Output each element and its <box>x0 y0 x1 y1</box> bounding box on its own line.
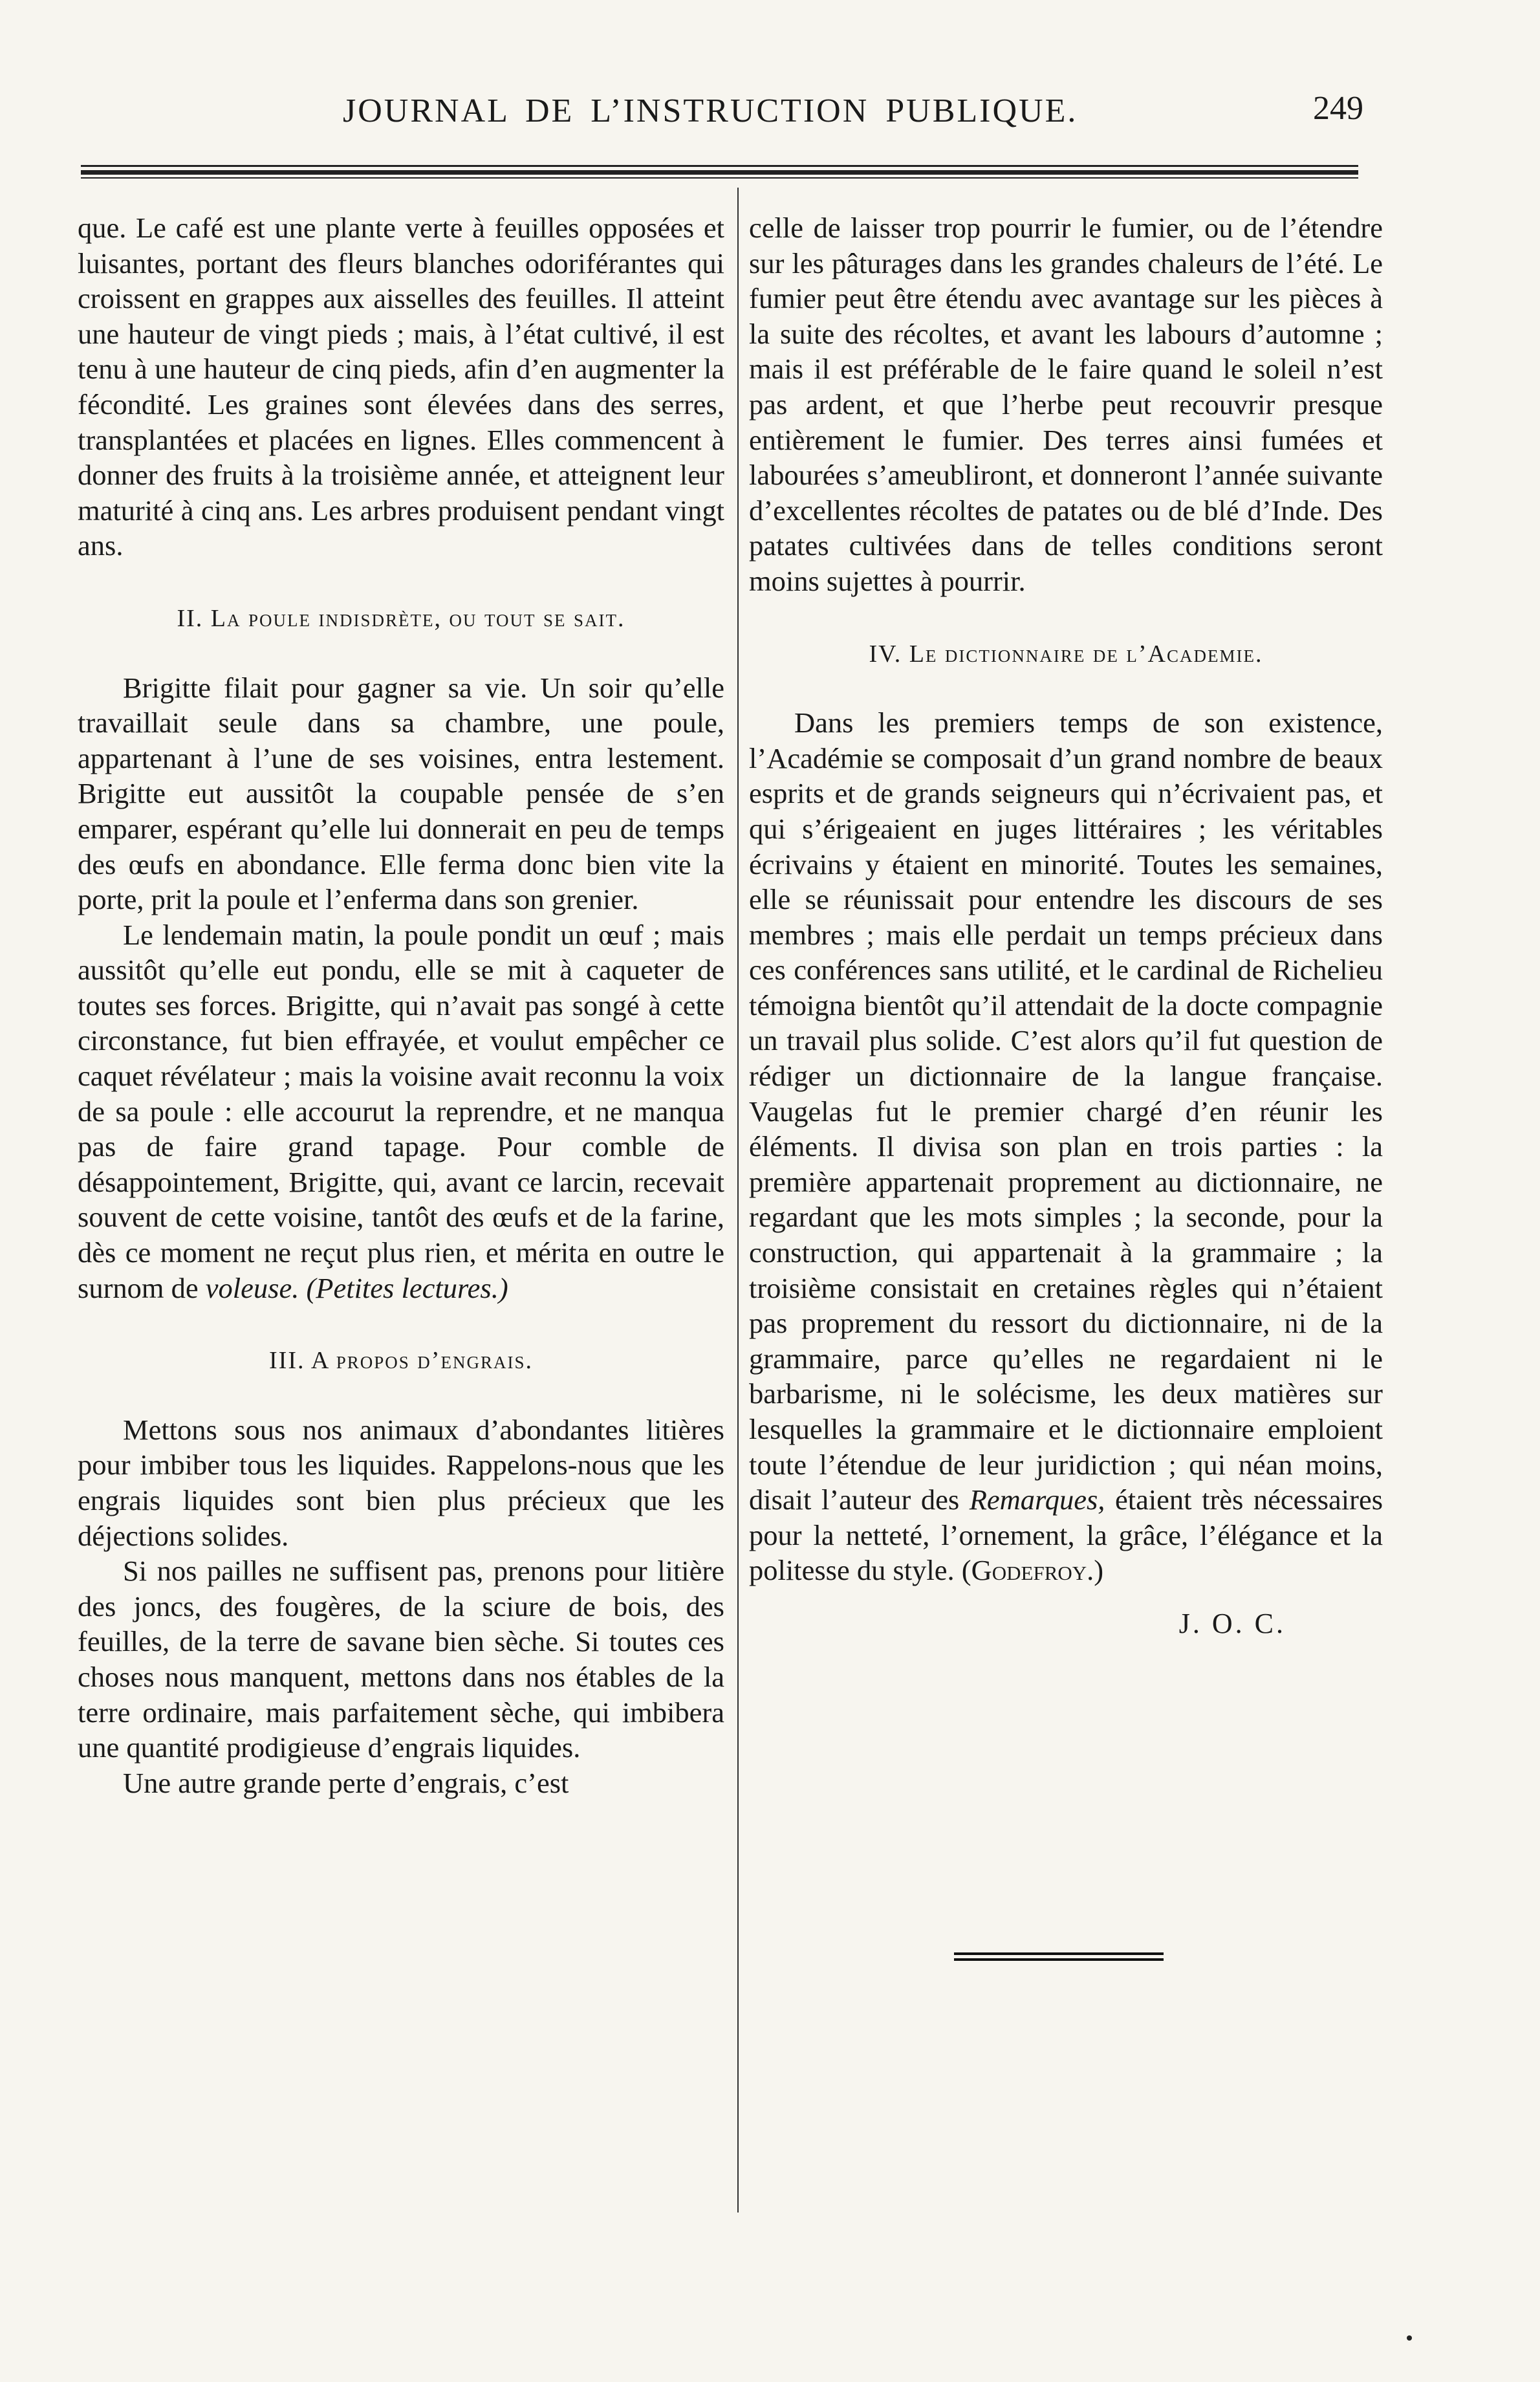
fumier-paragraph: celle de laisser trop pourrir le fumier, ou de l’étendre sur les pâturages dans les grandes chaleurs de l’été. Le fumier peut être étendu avec avantage sur les pièces à la suite des récoltes, et avant les labours d’automne ; mais il est préférable de le faire quand le soleil n’est pas ardent, et que l’herbe peut recouvrir presque entièrement le fumier. Des terres ainsi fumées et labourées s’ameubliront, et donneront l’année suivante d’excellentes récoltes de patates ou de blé d’Inde. Des patates cultivées dans de telles conditions seront moins sujettes à pourrir. <box>749 212 1383 597</box>
right-column <box>749 210 1383 1642</box>
signature: J. O. C. <box>1178 1607 1286 1639</box>
voleuse-word: voleuse. <box>205 1271 299 1304</box>
poule-paragraph-2-text: Le lendemain matin, la poule pondit un œuf ; mais aussitôt qu’elle eut pondu, elle se mit à caqueter de toutes ses forces. Brigitte, qui n’avait pas songé à cette circonstance, fut bien effrayée, et voulut empêcher ce caquet révélateur ; mais la voisine avait reconnu la voix de sa poule : elle accourut la reprendre, et ne manqua pas de faire grand tapage. Pour comble de désappointement, Brigitte, qui, avant ce larcin, recevait souvent de cette voisine, tantôt des œufs et de la farine, dès ce moment ne reçut plus rien, et mérita en outre le surnom de <box>78 918 724 1304</box>
stray-mark <box>1407 2335 1412 2341</box>
section-heading-iv: IV. Le dictionnaire de l’Academie. <box>869 640 1263 668</box>
engrais-paragraph-2: Si nos pailles ne suffisent pas, prenons pour litière des joncs, des fougères, de la sciure de bois, des feuilles, de la terre de savane bien sèche. Si toutes ces choses nous manquent, mettons dans nos étables de la terre ordinaire, mais parfaitement sèche, qui imbibera une quantité prodigieuse d’engrais liquides. <box>78 1555 724 1764</box>
academie-paragraph-text-a: Dans les premiers temps de son existence, l’Académie se composait d’un grand nombre de beaux esprits et de grands seigneurs qui n’écrivaient pas, et qui s’érigeaient en juges littéraires ; les véritables écrivains y étaient en minorité. Toutes les semaines, elle se réunissait pour entendre les discours de ses membres ; mais elle perdait un temps précieux dans ces conférences sans utilité, et le cardinal de Richelieu témoigna bientôt qu’il attendait de la docte compagnie un travail plus solide. C’est alors qu’il fut question de rédiger un dictionnaire de la langue française. Vaugelas fut le premier chargé d’en réunir les éléments. Il divisa son plan en trois parties : la première appartenait proprement au dictionnaire, ne regardant que les mots simples ; la seconde, pour la construction, qui appartenait à la grammaire ; la troisième consistait en cretaines règles qui n’étaient pas proprement du ressort du dictionnaire, ni de la grammaire, parce qu’elles ne regardaient ni le barbarisme, ni le solécisme, les deux matières sur lesquelles la grammaire et le dictionnaire emploient toute l’étendue de leur juridiction ; qui néan moins, disait l’auteur des <box>749 706 1383 1516</box>
poule-paragraph-1: Brigitte filait pour gagner sa vie. Un soir qu’elle travaillait seule dans sa chambre, une poule, appartenant à l’une de ses voisines, entra lestement. Brigitte eut aussitôt la coupable pensée de s’en emparer, espérant qu’elle lui donnerait en peu de temps des œufs en abondance. Elle ferma donc bien vite la porte, prit la poule et l’enferma dans son grenier. <box>78 671 724 916</box>
academie-paragraph <box>749 705 1383 1588</box>
academie-paragraph-text-b: étaient très nécessaires pour la netteté, l’ornement, la grâce, l’élégance et la politesse du style. <box>749 1483 1383 1587</box>
cafe-paragraph: que. Le café est une plante verte à feuilles opposées et luisantes, portant des fleurs blanches odoriférantes qui croissent en grappes aux aisselles des feuilles. Il atteint une hauteur de vingt pieds ; mais, à l’état cultivé, il est tenu à une hauteur de cinq pieds, afin d’en augmenter la fécondité. Les graines sont élevées dans des serres, transplantées et placées en lignes. Elles commencent à donner des fruits à la troisième année, et atteignent leur maturité à cinq ans. Les arbres produisent pendant vingt ans. <box>78 212 724 562</box>
poule-source: (Petites lectures.) <box>306 1271 508 1304</box>
poule-paragraph-2 <box>78 917 724 1306</box>
column-divider <box>737 188 739 2213</box>
left-column <box>78 210 724 1800</box>
engrais-paragraph-1: Mettons sous nos animaux d’abondantes litières pour imbiber tous les liquides. Rappelons-nous que les engrais liquides sont bien plus précieux que les déjections solides. <box>78 1413 724 1552</box>
page-number: 249 <box>1313 90 1363 127</box>
engrais-paragraph-3: Une autre grande perte d’engrais, c’est <box>123 1766 569 1799</box>
academie-source: (Godefroy.) <box>961 1554 1104 1587</box>
header-rule <box>81 165 1358 179</box>
section-heading-ii: II. La poule indisdrète, ou tout se sait. <box>177 604 625 632</box>
section-heading-iii: III. A propos d’engrais. <box>269 1347 533 1375</box>
remarques-word: Remarques, <box>969 1483 1105 1516</box>
end-rule <box>954 1952 1164 1961</box>
running-head: JOURNAL DE L’INSTRUCTION PUBLIQUE. <box>343 93 1078 129</box>
